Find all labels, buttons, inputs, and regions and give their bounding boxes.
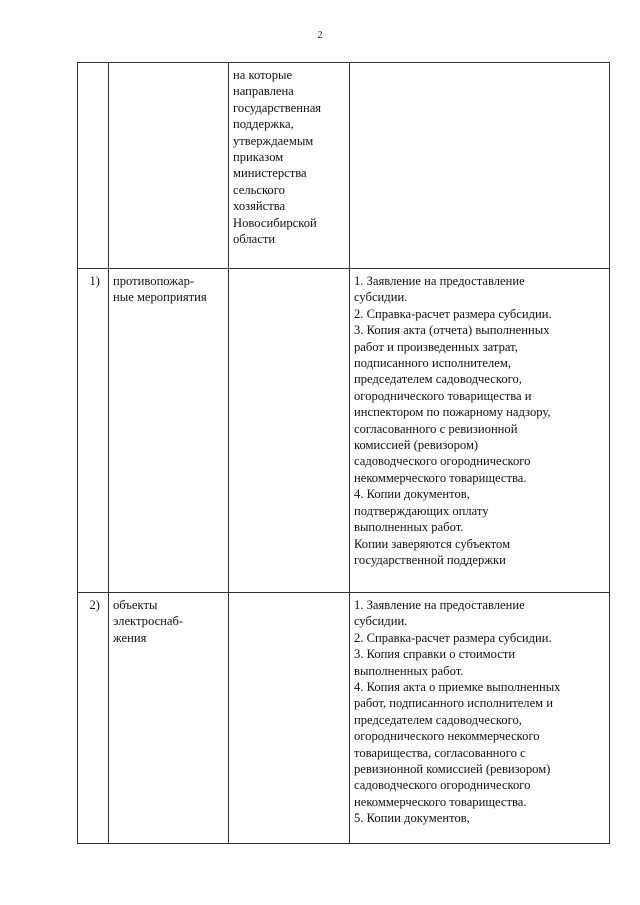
text-line: 1. Заявление на предоставление (354, 598, 525, 612)
regulation-cell (229, 269, 350, 593)
text-line: государственная (233, 100, 322, 115)
text-line: ревизионной комиссией (ревизором) (354, 762, 551, 777)
text-line: субсидии. (354, 290, 408, 305)
text-line: государственной поддержки (354, 552, 506, 567)
text-line: 4. Копия акта о приемке выполненных (354, 680, 561, 695)
documents-cell (350, 63, 610, 269)
text-line: выполненных работ. (354, 520, 464, 535)
text-line: Копии заверяются субъектом (354, 536, 511, 551)
text-line: председателем садоводческого, (354, 372, 522, 387)
text-line: 5. Копии документов, (354, 811, 470, 826)
text-line: утверждаемым (233, 133, 314, 148)
row-number-cell: 1) (78, 269, 109, 593)
row-number-cell: 2) (78, 593, 109, 844)
text-line: электроснаб- (113, 614, 184, 629)
text-line: работ, подписанного исполнителем и (354, 696, 554, 711)
text-line: подтверждающих оплату (354, 503, 489, 518)
text-line: 2. Справка-расчет размера субсидии. (354, 630, 552, 645)
text-line: Новосибирской (233, 215, 317, 230)
table-row (78, 63, 610, 269)
text-line: ные мероприятия (113, 290, 207, 305)
table-row (78, 269, 610, 593)
row-number-cell (78, 63, 109, 269)
text-line: огороднического товарищества и (354, 388, 532, 403)
text-line: поддержка, (233, 117, 294, 132)
text-line: 3. Копия справки о стоимости (354, 647, 516, 662)
documents-cell (350, 593, 610, 844)
text-line: садоводческого огороднического (354, 454, 531, 469)
text-line: подписанного исполнителем, (354, 356, 512, 371)
text-line: направлена (233, 84, 294, 99)
text-line: министерства (233, 166, 307, 181)
text-line: 4. Копии документов, (354, 487, 470, 502)
text-line: выполненных работ. (354, 663, 464, 678)
activity-name-cell (109, 63, 229, 269)
text-line: инспектором по пожарному надзору, (354, 405, 551, 420)
text-line: объекты (113, 598, 158, 612)
documents-cell (350, 269, 610, 593)
text-line: согласованного с ревизионной (354, 421, 518, 436)
text-line: субсидии. (354, 614, 408, 629)
text-line: противопожар- (113, 274, 195, 288)
text-line: комиссией (ревизором) (354, 438, 479, 453)
activity-name-cell (109, 593, 229, 844)
text-line: 3. Копия акта (отчета) выполненных (354, 323, 550, 338)
activity-name-cell (109, 269, 229, 593)
table-row (78, 593, 610, 844)
text-line: 2. Справка-расчет размера субсидии. (354, 306, 552, 321)
text-line: области (233, 232, 276, 247)
regulation-cell (229, 63, 350, 269)
text-line: на которые (233, 68, 293, 82)
subsidy-documents-table (77, 62, 610, 844)
text-line: работ и произведенных затрат, (354, 339, 518, 354)
text-line: председателем садоводческого, (354, 712, 522, 727)
text-line: товарищества, согласованного с (354, 745, 526, 760)
text-line: хозяйства (233, 199, 286, 214)
text-line: садоводческого огороднического (354, 778, 531, 793)
regulation-cell (229, 593, 350, 844)
text-line: сельского (233, 182, 285, 197)
text-line: некоммерческого товарищества. (354, 794, 527, 809)
page-number: 2 (317, 30, 323, 41)
text-line: жения (113, 630, 147, 645)
text-line: приказом (233, 150, 284, 165)
text-line: 1. Заявление на предоставление (354, 274, 525, 288)
text-line: огороднического некоммерческого (354, 729, 540, 744)
text-line: некоммерческого товарищества. (354, 470, 527, 485)
